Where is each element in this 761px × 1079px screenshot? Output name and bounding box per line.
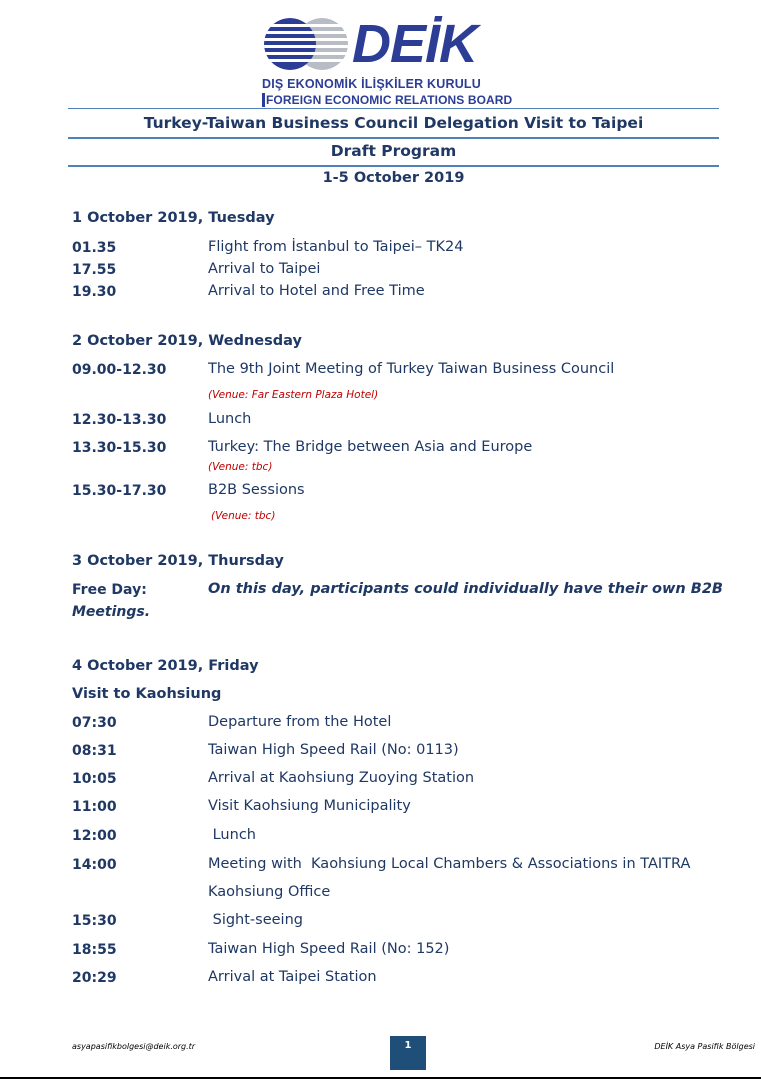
logo-english-name: FOREIGN ECONOMIC RELATIONS BOARD <box>266 93 513 107</box>
time-4-8: 18:55 <box>72 942 117 958</box>
day-heading-3: 3 October 2019, Thursday <box>72 553 284 569</box>
footer-email[interactable]: asyapasifikbolgesi@deik.org.tr <box>72 1042 196 1051</box>
activity-4-8: Taiwan High Speed Rail (No: 152) <box>208 941 450 957</box>
title-bottom-rule <box>68 137 719 139</box>
time-1-1: 01.35 <box>72 240 117 256</box>
footer-organization: DEİK Asya Pasifik Bölgesi <box>654 1042 755 1051</box>
logo-wordmark: DEİK <box>352 14 478 74</box>
activity-4-5: Lunch <box>208 827 256 843</box>
activity-4-7: Sight-seeing <box>208 912 303 928</box>
title-top-rule <box>68 108 719 109</box>
time-4-3: 10:05 <box>72 771 117 787</box>
page-number: 1 <box>390 1036 426 1070</box>
time-4-5: 12:00 <box>72 828 117 844</box>
activity-1-2: Arrival to Taipei <box>208 261 321 277</box>
activity-4-4: Visit Kaohsiung Municipality <box>208 798 411 814</box>
free-day-text: On this day, participants could individually have their own B2B <box>208 581 723 597</box>
venue-2-1: (Venue: Far Eastern Plaza Hotel) <box>208 389 379 401</box>
time-4-2: 08:31 <box>72 743 117 759</box>
logo-bar <box>262 93 265 107</box>
time-4-9: 20:29 <box>72 970 117 986</box>
document-subtitle: Draft Program <box>330 142 457 160</box>
free-day-label-continued: Meetings. <box>72 604 151 620</box>
activity-2-3: Turkey: The Bridge between Asia and Europe <box>208 439 533 455</box>
venue-2-3: (Venue: tbc) <box>208 461 273 473</box>
time-4-6: 14:00 <box>72 857 117 873</box>
free-day-label: Free Day: <box>72 582 147 598</box>
logo-turkish-name: DIŞ EKONOMİK İLİŞKİLER KURULU <box>262 77 481 91</box>
document-dates: 1-5 October 2019 <box>322 170 465 186</box>
time-2-3: 13.30-15.30 <box>72 440 167 456</box>
time-1-3: 19.30 <box>72 284 117 300</box>
activity-1-1: Flight from İstanbul to Taipei– TK24 <box>208 239 464 255</box>
subtitle-rule <box>68 165 719 167</box>
day-subheading-4: Visit to Kaohsiung <box>72 686 222 702</box>
activity-4-6: Meeting with Kaohsiung Local Chambers & Associations in TAITRA <box>208 856 691 872</box>
activity-4-2: Taiwan High Speed Rail (No: 0113) <box>208 742 459 758</box>
activity-4-3: Arrival at Kaohsiung Zuoying Station <box>208 770 475 786</box>
day-heading-1: 1 October 2019, Tuesday <box>72 210 275 226</box>
activity-4-6-continued: Kaohsiung Office <box>208 884 331 900</box>
time-2-4: 15.30-17.30 <box>72 483 167 499</box>
activity-1-3: Arrival to Hotel and Free Time <box>208 283 425 299</box>
time-4-4: 11:00 <box>72 799 117 815</box>
document-title: Turkey-Taiwan Business Council Delegation Visit to Taipei <box>143 114 644 132</box>
time-4-7: 15:30 <box>72 913 117 929</box>
time-1-2: 17.55 <box>72 262 117 278</box>
activity-4-1: Departure from the Hotel <box>208 714 392 730</box>
time-2-1: 09.00-12.30 <box>72 362 167 378</box>
activity-2-2: Lunch <box>208 411 252 427</box>
day-heading-4: 4 October 2019, Friday <box>72 658 259 674</box>
venue-2-4: (Venue: tbc) <box>211 510 276 522</box>
activity-2-4: B2B Sessions <box>208 482 305 498</box>
time-4-1: 07:30 <box>72 715 117 731</box>
time-2-2: 12.30-13.30 <box>72 412 167 428</box>
activity-4-9: Arrival at Taipei Station <box>208 969 377 985</box>
deik-logo-globe <box>262 16 352 76</box>
day-heading-2: 2 October 2019, Wednesday <box>72 333 302 349</box>
activity-2-1: The 9th Joint Meeting of Turkey Taiwan Business Council <box>208 361 615 377</box>
